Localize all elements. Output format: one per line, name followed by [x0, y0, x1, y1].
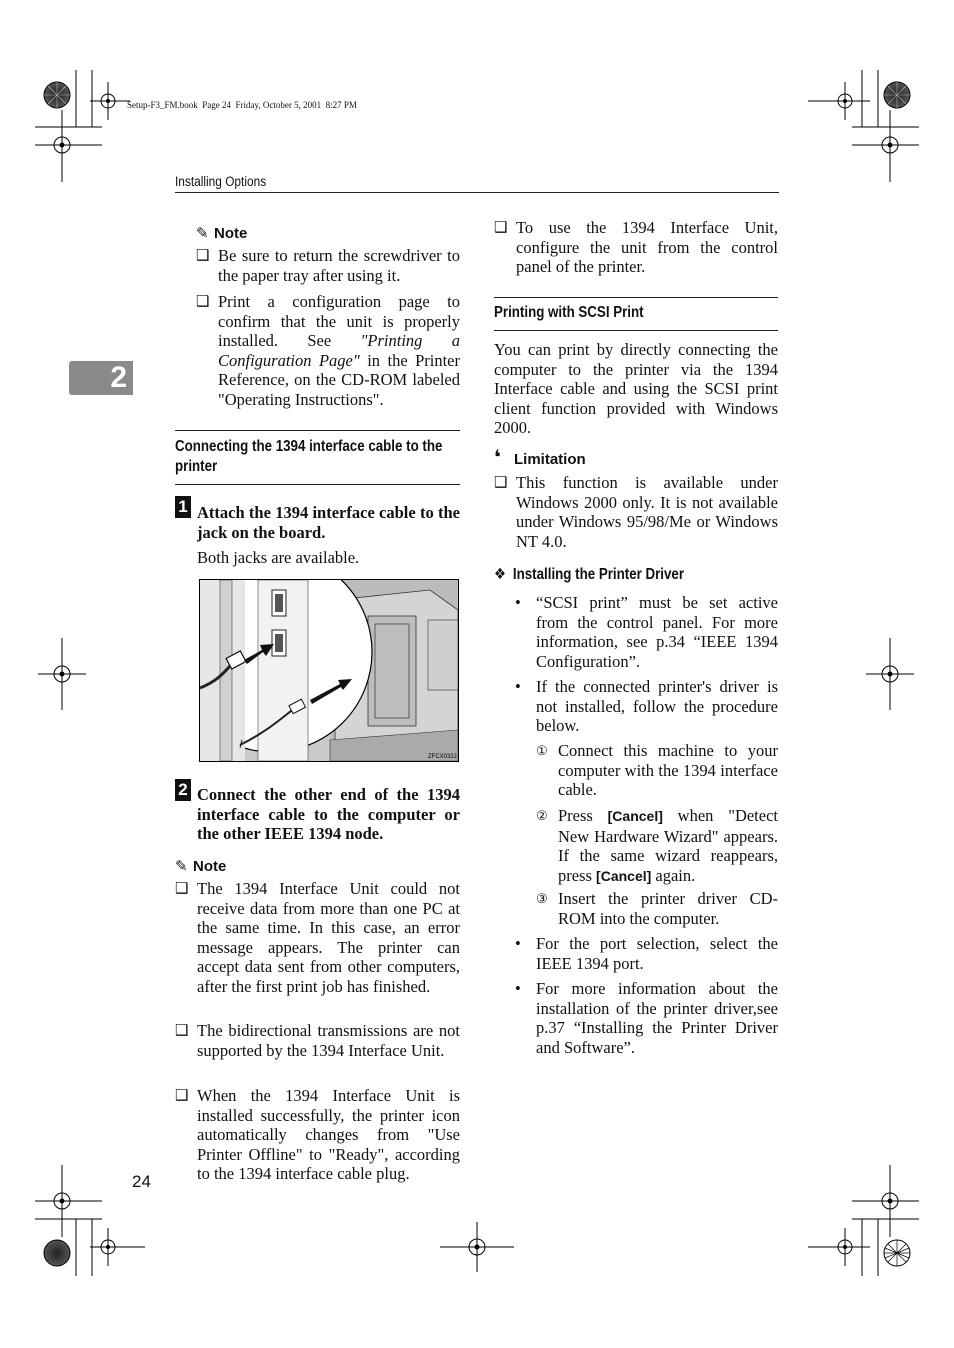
note-item: ❑ To use the 1394 Interface Unit, configure the unit from the control panel of the printer. — [494, 218, 778, 277]
exclamation-icon: ❛ — [494, 447, 501, 469]
step-number-badge: 1 — [175, 496, 191, 518]
installation-illustration — [199, 579, 459, 762]
pencil-icon: ✎ — [196, 225, 209, 242]
chapter-number: 2 — [110, 361, 127, 394]
bullet-icon: • — [515, 934, 521, 953]
note-item: ❑ The bidirectional transmissions are not supported by the 1394 Interface Unit. — [175, 1021, 460, 1060]
note-item: ❑ Print a configuration page to confirm that the unit is properly installed. See "Printing a Configuration Page" in the Printer Reference, on the CD-ROM labeled "Operating Instructions". — [196, 292, 460, 409]
running-header: Installing Options — [175, 174, 267, 189]
section-rule-bottom — [175, 484, 460, 485]
page-number: 24 — [132, 1172, 151, 1191]
step-instruction: Attach the 1394 interface cable to the jack on the board. — [197, 503, 460, 542]
bullet-icon: • — [515, 677, 521, 696]
section-title: Connecting the 1394 interface cable to the printer — [175, 438, 443, 475]
print-meta-header: Setup-F3_FM.book Page 24 Friday, October 5, 2001 8:27 PM — [127, 100, 357, 110]
note-item: ❑ When the 1394 Interface Unit is installed successfully, the printer icon automatically changes from "Use Printer Offline" to "Ready", according to the 1394 interface cable plug. — [175, 1086, 460, 1184]
note-item: ❑ The 1394 Interface Unit could not receive data from more than one PC at the same time. In this case, an error message appears. The printer can accept data sent from other computers, after the first print job has finished. — [175, 879, 460, 996]
circled-number: ① — [536, 743, 548, 758]
cross-reference: "Printing a Configuration Page" — [218, 331, 460, 370]
step-number-badge: 2 — [175, 779, 191, 801]
figure-code: ZFCX032J — [428, 754, 457, 760]
limitation-item: ❑ This function is available under Windows 2000 only. It is not available under Windows 95/98/Me or Windows NT 4.0. — [494, 473, 778, 551]
section-rule-top — [494, 297, 778, 298]
note-heading: ✎ Note — [175, 858, 227, 875]
numbered-step: ③ Insert the printer driver CD-ROM into the computer. — [536, 889, 778, 928]
note-item: ❑ Be sure to return the screwdriver to the paper tray after using it. — [196, 246, 460, 285]
checkbox-icon: ❑ — [175, 1021, 189, 1039]
bullet-item: • “SCSI print” must be set active from the control panel. For more information, see p.34 “IEEE 1394 Configuration”. — [515, 593, 778, 671]
circled-number: ③ — [536, 891, 548, 906]
chapter-tab — [69, 361, 133, 395]
subsection-heading: ❖ Installing the Printer Driver — [494, 566, 685, 583]
pencil-icon: ✎ — [175, 858, 188, 875]
intro-paragraph: You can print by directly connecting the computer to the printer via the 1394 Interface cable and using the SCSI print client function provided with Windows 2000. — [494, 340, 778, 438]
checkbox-icon: ❑ — [196, 246, 210, 264]
circled-number: ② — [536, 808, 548, 823]
checkbox-icon: ❑ — [196, 292, 210, 310]
note-heading: ✎ Note — [196, 225, 248, 242]
bullet-icon: • — [515, 593, 521, 612]
cancel-key-label: [Cancel] — [607, 808, 663, 824]
diamond-icon: ❖ — [494, 566, 506, 583]
step-instruction: Connect the other end of the 1394 interface cable to the computer or the other IEEE 1394 node. — [197, 785, 460, 844]
section-rule-top — [175, 430, 460, 431]
bullet-icon: • — [515, 979, 521, 998]
cable-connection-diagram — [200, 580, 458, 761]
numbered-step: ① Connect this machine to your computer with the 1394 interface cable. — [536, 741, 778, 800]
header-rule — [175, 192, 779, 193]
limitation-heading: ❛ Limitation — [494, 447, 586, 469]
section-title: Printing with SCSI Print — [494, 304, 644, 321]
numbered-step: ② Press [Cancel] when "Detect New Hardware Wizard" appears. If the same wizard reappears, press [Cancel] again. — [536, 806, 778, 885]
checkbox-icon: ❑ — [175, 1086, 189, 1104]
checkbox-icon: ❑ — [175, 879, 189, 897]
bullet-item: • For the port selection, select the IEEE 1394 port. — [515, 934, 778, 973]
checkbox-icon: ❑ — [494, 218, 508, 236]
checkbox-icon: ❑ — [494, 473, 508, 491]
cancel-key-label: [Cancel] — [596, 867, 652, 884]
bullet-item: • If the connected printer's driver is not installed, follow the procedure below. — [515, 677, 778, 736]
bullet-item: • For more information about the installation of the printer driver,see p.37 “Installing the Printer Driver and Software”. — [515, 979, 778, 1057]
step-note: Both jacks are available. — [197, 548, 360, 567]
section-rule-bottom — [494, 330, 778, 331]
